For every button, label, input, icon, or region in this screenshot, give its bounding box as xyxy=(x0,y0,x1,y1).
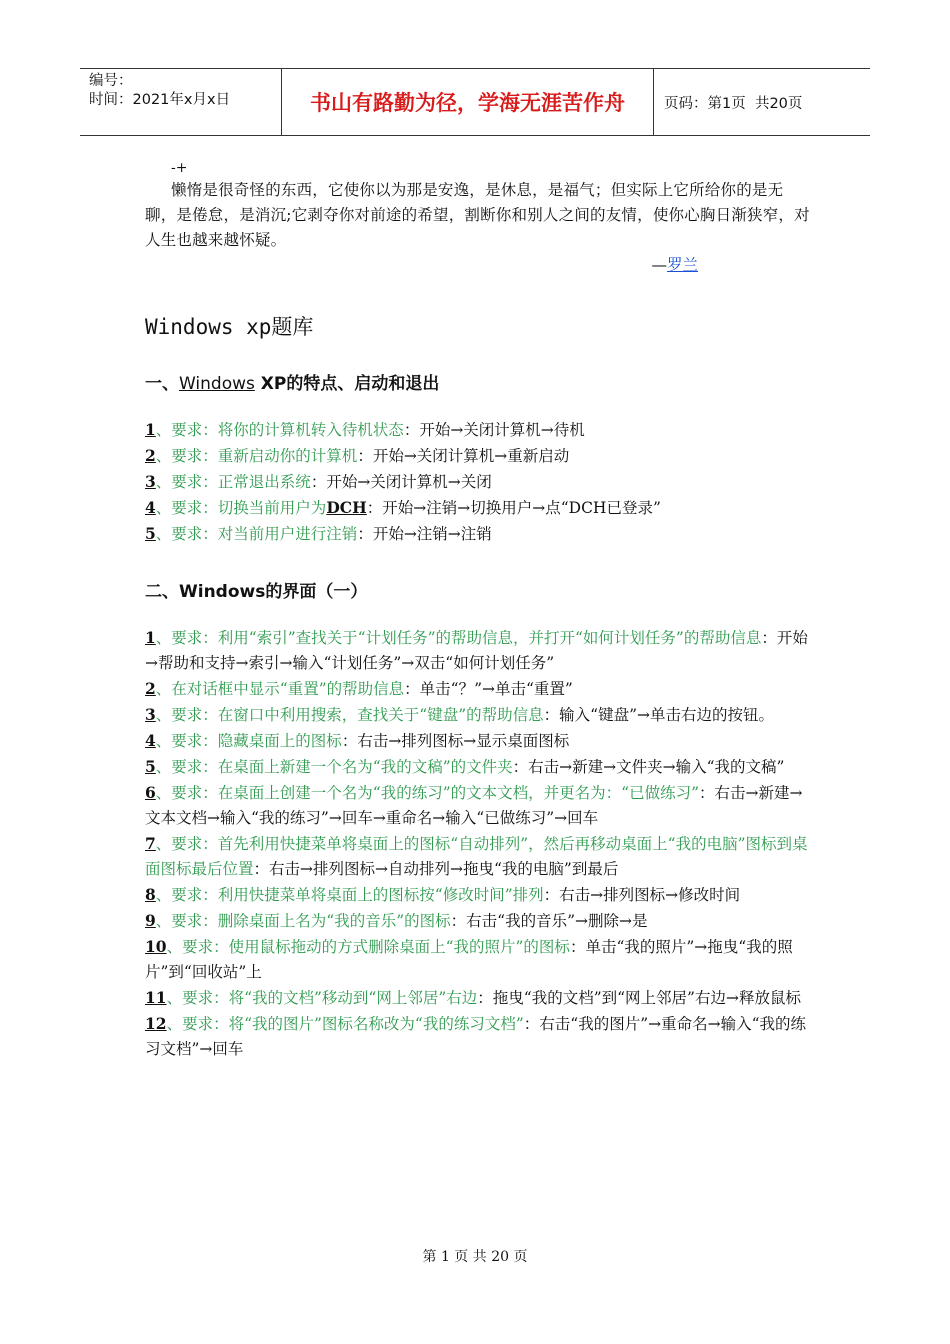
item-answer: ：右击→排列图标→显示桌面图标 xyxy=(341,732,570,750)
section2-list xyxy=(145,625,810,1062)
list-item xyxy=(145,443,810,469)
list-item xyxy=(145,882,810,908)
item-answer: ：单击“我的照片”→拖曳“我的照片”到“回收站”上 xyxy=(145,938,793,981)
item-answer: ：右击→新建→文本文档→输入“我的练习”→回车→重命名→输入“已做练习”→回车 xyxy=(145,784,803,827)
document-body xyxy=(145,158,810,1062)
item-number: 12 xyxy=(145,1014,167,1033)
section1-title-rest: XP的特点、启动和退出 xyxy=(254,374,440,394)
list-item xyxy=(145,780,810,831)
date-label: 时间：2021年x月x日 xyxy=(89,92,231,108)
item-number: 2 xyxy=(145,446,156,465)
document-title: Windows xp题库 xyxy=(145,315,314,339)
item-requirement: 、要求：将“我的文档”移动到“网上邻居”右边 xyxy=(166,989,478,1007)
item-number: 2 xyxy=(145,679,156,698)
header-page-info xyxy=(654,69,870,135)
item-number: 1 xyxy=(145,420,156,439)
item-number: 1 xyxy=(145,628,156,647)
item-number: 10 xyxy=(145,937,167,956)
author-dash: — xyxy=(651,256,667,274)
item-requirement: 、要求：隐藏桌面上的图标 xyxy=(155,732,342,750)
list-item xyxy=(145,754,810,780)
section1-prefix: 一、 xyxy=(145,374,179,394)
section1-windows-link[interactable]: Windows xyxy=(179,374,255,394)
item-answer: ：拖曳“我的文档”到“网上邻居”右边→释放鼠标 xyxy=(477,989,801,1007)
list-item xyxy=(145,469,810,495)
list-item xyxy=(145,934,810,985)
list-item xyxy=(145,417,810,443)
item-answer: ：开始→注销→注销 xyxy=(357,525,492,543)
intro-mark: -+ xyxy=(171,160,188,176)
item-answer: ：开始→关闭计算机→重新启动 xyxy=(357,447,570,465)
item-number: 5 xyxy=(145,757,156,776)
page-info-text: 页码：第1页 共20页 xyxy=(664,95,803,112)
item-number: 8 xyxy=(145,885,156,904)
list-item xyxy=(145,495,810,521)
section2-title: 二、Windows的界面（一） xyxy=(145,582,368,602)
list-item xyxy=(145,676,810,702)
page-header xyxy=(80,68,870,136)
list-item xyxy=(145,702,810,728)
item-number: 4 xyxy=(145,731,156,750)
item-requirement: 、要求：对当前用户进行注销 xyxy=(155,525,358,543)
item-answer: ：单击“？”→单击“重置” xyxy=(404,680,573,698)
item-requirement: 、要求：将“我的图片”图标名称改为“我的练习文档” xyxy=(166,1015,524,1033)
item-requirement: 、要求：切换当前用户为 xyxy=(155,499,327,517)
item-requirement: 、要求：在窗口中利用搜索，查找关于“键盘”的帮助信息 xyxy=(155,706,544,724)
item-answer: ：开始→帮助和支持→索引→输入“计划任务”→双击“如何计划任务” xyxy=(145,629,808,672)
item-answer: ：右击→排列图标→修改时间 xyxy=(543,886,741,904)
item-answer: ：右击“我的图片”→重命名→输入“我的练习文档”→回车 xyxy=(145,1015,807,1058)
item-answer: ：开始→关闭计算机→关闭 xyxy=(310,473,492,491)
page-footer: 第 1 页 共 20 页 xyxy=(422,1249,528,1265)
list-item xyxy=(145,728,810,754)
item-answer: ：开始→注销→切换用户→点“DCH已登录” xyxy=(366,499,661,517)
item-answer: ：开始→关闭计算机→待机 xyxy=(403,421,585,439)
list-item xyxy=(145,985,810,1011)
list-item xyxy=(145,831,810,882)
serial-label: 编号： xyxy=(89,73,133,89)
item-number: 9 xyxy=(145,911,156,930)
item-number: 3 xyxy=(145,705,156,724)
item-dch-term: DCH xyxy=(326,498,367,517)
item-number: 5 xyxy=(145,524,156,543)
header-meta xyxy=(80,69,282,135)
item-number: 7 xyxy=(145,834,156,853)
header-motto: 书山有路勤为径，学海无涯苦作舟 xyxy=(282,69,654,135)
item-requirement: 、要求：首先利用快捷菜单将桌面上的图标“自动排列”，然后再移动桌面上“我的电脑”图标到桌面图标最后位置 xyxy=(145,835,808,878)
item-answer: ：右击“我的音乐”→删除→是 xyxy=(450,912,648,930)
list-item xyxy=(145,1011,810,1062)
item-requirement: 、要求：将你的计算机转入待机状态 xyxy=(155,421,404,439)
item-requirement: 、要求：在桌面上创建一个名为“我的练习”的文本文档，并更名为：“已做练习” xyxy=(155,784,699,802)
list-item xyxy=(145,625,810,676)
item-requirement: 、要求：删除桌面上名为“我的音乐”的图标 xyxy=(155,912,451,930)
author-link[interactable]: 罗兰 xyxy=(666,256,698,274)
item-answer: ：输入“键盘”→单击右边的按钮。 xyxy=(543,706,774,724)
item-number: 11 xyxy=(145,988,167,1007)
section1-list xyxy=(145,417,810,547)
quote-author xyxy=(145,253,698,277)
item-answer: ：右击→排列图标→自动排列→拖曳“我的电脑”到最后 xyxy=(253,860,619,878)
item-requirement: 、要求：正常退出系统 xyxy=(155,473,311,491)
list-item xyxy=(145,521,810,547)
item-requirement: 、要求：使用鼠标拖动的方式删除桌面上“我的照片”的图标 xyxy=(166,938,570,956)
item-requirement: 、要求：利用快捷菜单将桌面上的图标按“修改时间”排列 xyxy=(155,886,544,904)
item-requirement: 、要求：在桌面上新建一个名为“我的文稿”的文件夹 xyxy=(155,758,513,776)
item-requirement: 、要求：利用“索引”查找关于“计划任务”的帮助信息，并打开“如何计划任务”的帮助信息 xyxy=(155,629,762,647)
item-requirement: 、要求：重新启动你的计算机 xyxy=(155,447,358,465)
section1-title xyxy=(145,369,810,395)
item-answer: ：右击→新建→文件夹→输入“我的文稿” xyxy=(512,758,785,776)
item-requirement: 、在对话框中显示“重置”的帮助信息 xyxy=(155,680,405,698)
intro-quote: 懒惰是很奇怪的东西，它使你以为那是安逸，是休息，是福气；但实际上它所给你的是无聊，是倦怠，是消沉;它剥夺你对前途的希望，割断你和别人之间的友情，使你心胸日渐狭窄，对人生也越来越怀疑。 xyxy=(145,181,810,249)
item-number: 3 xyxy=(145,472,156,491)
item-number: 4 xyxy=(145,498,156,517)
list-item xyxy=(145,908,810,934)
item-number: 6 xyxy=(145,783,156,802)
